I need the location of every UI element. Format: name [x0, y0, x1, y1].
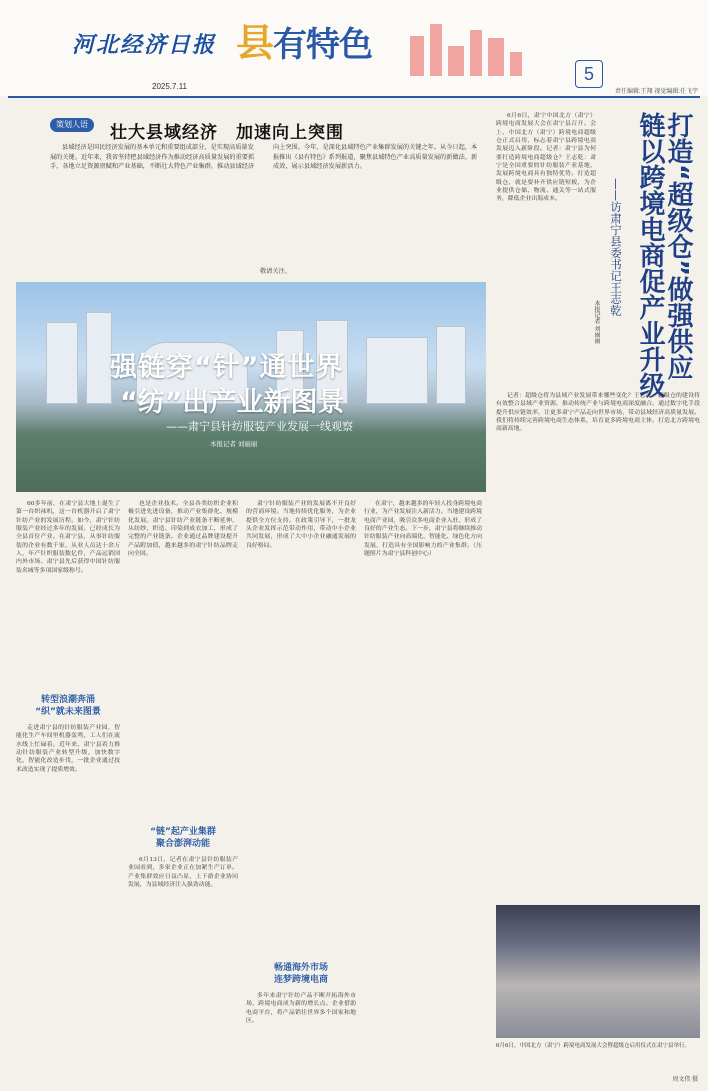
- feature-title-line2: “纺”出产业新图景: [120, 387, 345, 418]
- interview-subtitle: ——访肃宁县委书记王志乾: [609, 178, 623, 316]
- intro-headline: 壮大县域经济 加速向上突围: [110, 123, 344, 143]
- interview-byline: 本报记者 刘丽丽: [593, 300, 600, 344]
- feature-title-line1: 强链穿“针”通世界: [110, 352, 344, 383]
- section-title: [236, 12, 372, 67]
- article-column-4: 在肃宁，越来越多的年轻人投身跨境电商行业，为产业发展注入新活力。当地建设跨境电商产业园，吸引众多电商企业入驻，形成了良好的产业生态。下一步，肃宁县将继续推动针纺服装产业向高端化、智能化、绿色化方向发展，打造具有全国影响力的产业集群。（压题照片为肃宁县科创中心）: [364, 501, 482, 558]
- article-column-3: 肃宁针纺服装产业的发展离不开良好的营商环境。当地持续优化服务，为企业提供全方位支持。在政策引导下，一批龙头企业发挥示范带动作用，带动中小企业共同发展，形成了大中小企业融通发展的良好格局。: [246, 501, 356, 549]
- header: [0, 0, 708, 96]
- photo-caption: 6月6日，中国北方（肃宁）跨境电商发展大会暨超级仓启用仪式在肃宁县举行。: [496, 1043, 691, 1049]
- interview-column-2: 记者：超级仓将为县域产业发展带来哪些变化？王志乾：超级仓的建设将有效整合县域产业资源，推动传统产业与跨境电商深度融合。通过数字化手段提升供应链效率，让更多肃宁产品走向世界市场，带动县域经济高质量发展。我们将持续完善跨境电商生态体系，培育更多跨境电商主体，打造北方跨境电商新高地。: [496, 393, 700, 433]
- header-rule: [8, 96, 700, 98]
- conference-photo: [496, 905, 700, 1038]
- article-column-1: 60多年前，在肃宁县大地上诞生了第一台织袜机，这一台机器开启了肃宁针纺产业的发展历程。如今，肃宁针纺服装产业经过多年的发展，已经成长为全县首位产业。在肃宁县，从事针纺服装的企业有数千家，从业人员达十余万人，年产针织服装数亿件，产品远销国内外市场。肃宁县先后获得中国针纺服装名城等多项国家级称号。: [16, 501, 120, 574]
- column-tag: 策划人语: [50, 118, 94, 132]
- subhead-2: “链”起产业集群 聚合澎湃动能: [150, 827, 216, 849]
- article-column-2b: 6月13日，记者在肃宁县针纺服装产业园看到，多家企业正在加紧生产订单。产业集群效应日益凸显，上下游企业协同发展，为县域经济注入强劲动能。: [128, 857, 238, 889]
- section-title-rest: 有特色: [273, 25, 373, 65]
- interview-headline: 打造“超级仓”做强供应链以跨境电商促产业升级: [635, 112, 693, 398]
- subhead-1: 转型浪潮奔涌 “织”就未来图景: [35, 695, 101, 717]
- photo-credit: 周文伟 摄: [672, 1077, 698, 1083]
- feature-subtitle: ——肃宁县针纺服装产业发展一线观察: [166, 420, 353, 433]
- intro-body: 县域经济是国民经济发展的基本单元和重要组成部分，是实现高质量发展的关键。近年来，我省坚持把县域经济作为推动经济高质量发展的重要抓手，各地立足资源禀赋和产业基础，不断壮大特色产业集群，推动县域经济向上突围。今年，是深化县域特色产业集群发展的关键之年。从今日起，本报推出《县有特色》系列报道，聚焦县域特色产业高质量发展的新做法、新成效，展示县域经济发展新活力。: [50, 144, 478, 171]
- intro-signature: 敬请关注。: [260, 268, 291, 275]
- article-column-2: 也是企业技术。全县各类纺织企业积极引进先进设备，推动产业集群化、规模化发展。肃宁县针纺产业链条不断延伸，从纺纱、织造、印染到成衣加工，形成了完整的产业链条。企业通过品牌建设提升产品附加值，越来越多的肃宁针纺品牌走向全国。: [128, 501, 238, 558]
- decorative-bars: [410, 18, 530, 76]
- subhead-3: 畅通海外市场 连梦跨境电商: [273, 963, 328, 985]
- interview-column-1: 6月6日，肃宁中国北方（肃宁）跨境电商发展大会在肃宁县召开。会上，中国北方（肃宁）跨境电商超级仓正式启用，标志着肃宁县跨境电商发展迈入新阶段。记者：肃宁县为何要打造跨境电商超级仓？王志乾：肃宁是全国重要的针纺服装产业基地，发展跨境电商具有独特优势。打造超级仓，就是要补齐供应链短板，为企业提供仓储、物流、通关等一站式服务，降低企业出海成本。: [496, 113, 596, 203]
- section-title-main: 县: [236, 21, 274, 65]
- article-column-1b: 走进肃宁县的针纺服装产业园，智能化生产车间里机器轰鸣，工人们在流水线上忙碌着。近年来，肃宁县着力推动针纺服装产业转型升级，加快数字化、智能化改造步伐，一批企业通过技术改造实现了提质增效。: [16, 725, 120, 773]
- article-column-3b: 多年来肃宁针纺产品不断开拓海外市场，跨境电商成为新的增长点。企业借助电商平台，将产品销往世界多个国家和地区。: [246, 993, 356, 1025]
- paper-name: 河北经济日报: [72, 32, 217, 58]
- issue-date: 2025.7.11: [152, 82, 187, 91]
- editor-credits: 责任编辑:王翔 视觉编辑:任飞宇: [614, 89, 698, 95]
- feature-byline: 本报记者 刘丽丽: [210, 441, 258, 448]
- page-number: 5: [575, 60, 603, 88]
